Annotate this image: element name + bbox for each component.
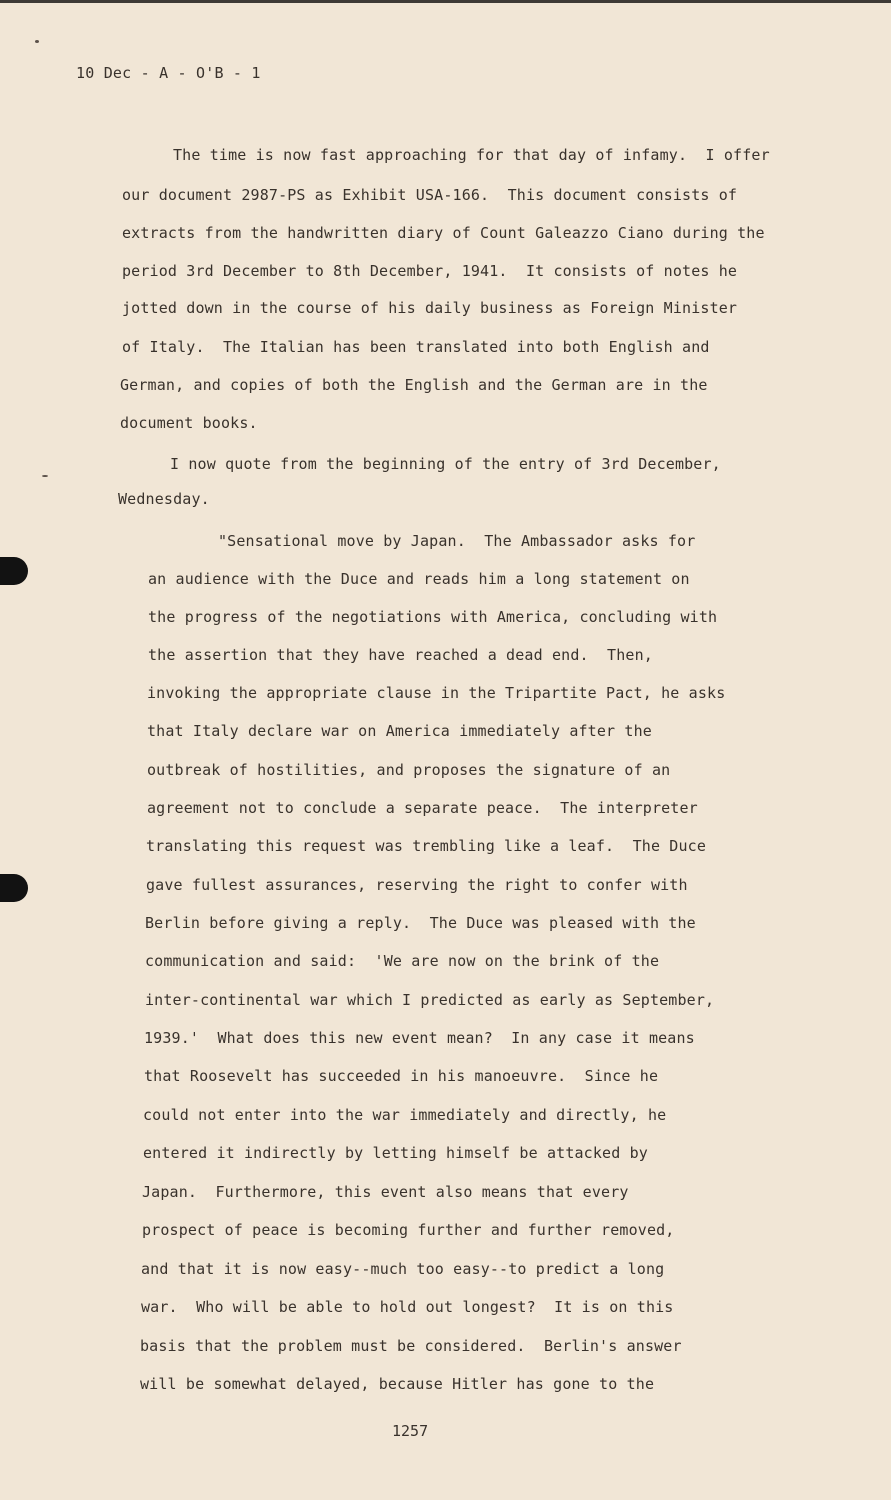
paragraph-2-line-1: I now quote from the beginning of the entry of 3rd December, [170,455,721,473]
punch-hole-upper [0,557,28,585]
paragraph-1-line-7: German, and copies of both the English and the German are in the [120,376,708,394]
quote-line-10: gave fullest assurances, reserving the right to confer with [146,876,688,894]
page-number: 1257 [392,1422,429,1440]
quote-line-12: communication and said: 'We are now on the brink of the [145,952,660,970]
paragraph-1-line-3: extracts from the handwritten diary of Count Galeazzo Ciano during the [122,224,765,242]
quote-line-19: prospect of peace is becoming further and further removed, [142,1221,675,1239]
paragraph-1-line-1: The time is now fast approaching for that day of infamy. I offer [173,146,770,164]
paper-speck [35,40,39,43]
quote-line-15: that Roosevelt has succeeded in his manoeuvre. Since he [144,1067,659,1085]
paragraph-1-line-8: document books. [120,414,258,432]
quote-line-14: 1939.' What does this new event mean? In any case it means [144,1029,695,1047]
quote-line-20: and that it is now easy--much too easy--to predict a long [141,1260,665,1278]
page-header-reference: 10 Dec - A - O'B - 1 [76,64,261,82]
quote-line-17: entered it indirectly by letting himself be attacked by [143,1144,648,1162]
quote-line-5: invoking the appropriate clause in the Tripartite Pact, he asks [147,684,726,702]
quote-line-21: war. Who will be able to hold out longest? It is on this [141,1298,674,1316]
quote-line-9: translating this request was trembling like a leaf. The Duce [146,837,707,855]
paragraph-1-line-6: of Italy. The Italian has been translated into both English and [122,338,710,356]
quote-line-2: an audience with the Duce and reads him a long statement on [148,570,690,588]
quote-line-4: the assertion that they have reached a dead end. Then, [148,646,653,664]
paragraph-2-line-2: Wednesday. [118,490,210,508]
quote-line-8: agreement not to conclude a separate peace. The interpreter [147,799,698,817]
quote-line-11: Berlin before giving a reply. The Duce was pleased with the [145,914,696,932]
quote-line-6: that Italy declare war on America immediately after the [147,722,652,740]
quote-line-3: the progress of the negotiations with America, concluding with [148,608,718,626]
quote-line-16: could not enter into the war immediately and directly, he [143,1106,667,1124]
paragraph-1-line-5: jotted down in the course of his daily business as Foreign Minister [122,299,738,317]
quote-line-18: Japan. Furthermore, this event also means that every [142,1183,629,1201]
punch-hole-lower [0,874,28,902]
quote-line-22: basis that the problem must be considered. Berlin's answer [140,1337,682,1355]
quote-line-7: outbreak of hostilities, and proposes the signature of an [147,761,671,779]
quote-line-13: inter-continental war which I predicted as early as September, [145,991,715,1009]
paper-speck [42,475,48,477]
paragraph-1-line-2: our document 2987-PS as Exhibit USA-166. This document consists of [122,186,738,204]
page-top-edge [0,0,891,3]
paragraph-1-line-4: period 3rd December to 8th December, 1941. It consists of notes he [122,262,738,280]
quote-line-1: "Sensational move by Japan. The Ambassador asks for [218,532,696,550]
quote-line-23: will be somewhat delayed, because Hitler has gone to the [140,1375,655,1393]
